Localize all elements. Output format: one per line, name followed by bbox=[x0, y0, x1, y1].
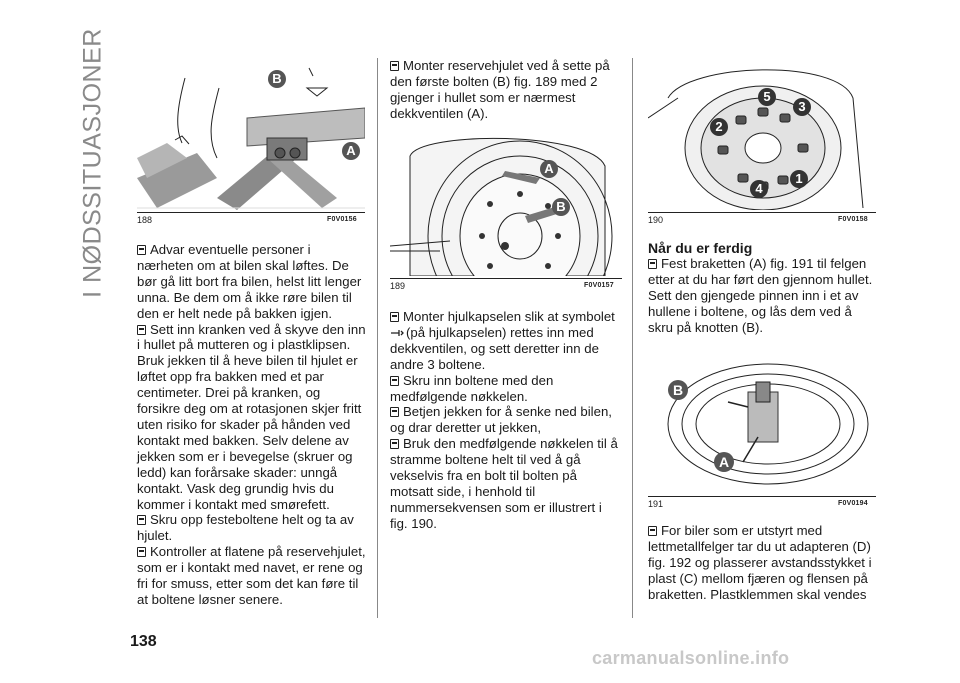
paragraph: Fest braketten (A) fig. 191 til felgen etter at du har ført den gjennom hullet. Sett den gjengede pinnen inn i et av hullene i boltene, og lås dem ved å skru på knotten (B). bbox=[648, 256, 873, 335]
callout-4: 4 bbox=[750, 180, 768, 198]
callout-a: A bbox=[540, 160, 558, 178]
valve-symbol-icon bbox=[390, 326, 404, 336]
figure-code: F0V0156 bbox=[327, 216, 357, 223]
figure-rule bbox=[390, 278, 622, 279]
watermark: carmanualsonline.info bbox=[592, 648, 790, 668]
warning-bullet-icon bbox=[390, 312, 399, 322]
paragraph: Sett inn kranken ved å skyve den inn i hullet på mutteren og i plastklipsen. Bruk jekken til å heve bilen til hjulet er løftet opp fra bakken med et par centimeter. Drei på kranken, og forsikre deg om at rotasjonen skjer fritt uten risiko for skader på hånden ved kontakt med bakken. Selv delene av jekken som er i bevegelse (skruer og ledd) kan forårsake skader: unngå kontakt. Vask deg grundig hvis du kommer i kontakt med smørefett. bbox=[137, 321, 366, 512]
paragraph: Advar eventuelle personer i nærheten om at bilen skal løftes. De bør gå litt bort fra bilen, helst litt lenger unna. Be dem om å ikke røre bilen til den er helt nede på bakken igjen. bbox=[137, 242, 362, 321]
callout-b: B bbox=[268, 70, 286, 88]
figure-number: 190 bbox=[648, 215, 664, 225]
warning-bullet-icon bbox=[137, 325, 146, 335]
column-2-text-top bbox=[390, 58, 622, 122]
section-heading: Når du er ferdig bbox=[648, 240, 753, 256]
warning-bullet-icon bbox=[390, 376, 399, 386]
figure-code: F0V0157 bbox=[584, 282, 614, 289]
figure-191-bracket bbox=[648, 352, 876, 494]
figure-189-wheel bbox=[390, 126, 622, 276]
warning-bullet-icon bbox=[390, 61, 399, 71]
page-number: 138 bbox=[130, 633, 157, 650]
figure-number: 188 bbox=[137, 215, 153, 225]
figure-number: 191 bbox=[648, 499, 664, 509]
warning-bullet-icon bbox=[390, 439, 399, 449]
section-title: I NØDSSITUASJONER bbox=[78, 28, 107, 298]
figure-rule bbox=[137, 212, 365, 213]
column-3-text-bottom bbox=[648, 523, 878, 603]
figure-number: 189 bbox=[390, 281, 406, 291]
figure-rule bbox=[648, 212, 876, 213]
column-divider bbox=[632, 58, 633, 618]
callout-3: 3 bbox=[793, 98, 811, 116]
figure-190-bolt-sequence bbox=[648, 58, 876, 210]
column-divider bbox=[377, 58, 378, 618]
figure-rule bbox=[648, 496, 876, 497]
paragraph: Monter reservehjulet ved å sette på den første bolten (B) fig. 189 med 2 gjenger i hullet som er nærmest dekkventilen (A). bbox=[390, 58, 610, 121]
callout-b: B bbox=[552, 198, 570, 216]
paragraph: Bruk den medfølgende nøkkelen til å stramme boltene helt til ved å gå vekselvis fra en bolt til bolten på motsatt side, i henhold til nummersekvensen som er illustrert i fig. 190. bbox=[390, 436, 618, 531]
callout-a: A bbox=[342, 142, 360, 160]
paragraph: Skru opp festeboltene helt og ta av hjulet. bbox=[137, 512, 354, 544]
warning-bullet-icon bbox=[137, 245, 146, 255]
figure-code: F0V0158 bbox=[838, 216, 868, 223]
callout-1: 1 bbox=[790, 170, 808, 188]
warning-bullet-icon bbox=[648, 526, 657, 536]
warning-bullet-icon bbox=[390, 407, 399, 417]
figure-code: F0V0194 bbox=[838, 500, 868, 507]
paragraph: Monter hjulkapselen slik at symbolet (på hjulkapselen) rettes inn med dekkventilen, og sett deretter inn de andre 3 boltene. bbox=[390, 309, 615, 372]
column-3-text-top bbox=[648, 240, 878, 336]
warning-bullet-icon bbox=[648, 259, 657, 269]
paragraph: Skru inn boltene med den medfølgende nøkkelen. bbox=[390, 372, 554, 404]
callout-b: B bbox=[668, 380, 688, 400]
callout-a: A bbox=[714, 452, 734, 472]
paragraph: Kontroller at flatene på reservehjulet, som er i kontakt med navet, er rene og fri for smuss, etter som det kan føre til at boltene løsner senere. bbox=[137, 544, 366, 607]
figure-188-jack bbox=[137, 58, 365, 210]
warning-bullet-icon bbox=[137, 515, 146, 525]
column-1-text bbox=[137, 242, 367, 608]
paragraph: Betjen jekken for å senke ned bilen, og drar deretter ut jekken, bbox=[390, 404, 612, 436]
warning-bullet-icon bbox=[137, 547, 146, 557]
callout-2: 2 bbox=[710, 118, 728, 136]
paragraph: For biler som er utstyrt med lettmetallfelger tar du ut adapteren (D) fig. 192 og plasserer avstandsstykket i plast (C) mellom fjæren og flensen på braketten. Plastklemmen skal vendes bbox=[648, 523, 872, 602]
column-2-text-bottom bbox=[390, 309, 622, 532]
callout-5: 5 bbox=[758, 88, 776, 106]
